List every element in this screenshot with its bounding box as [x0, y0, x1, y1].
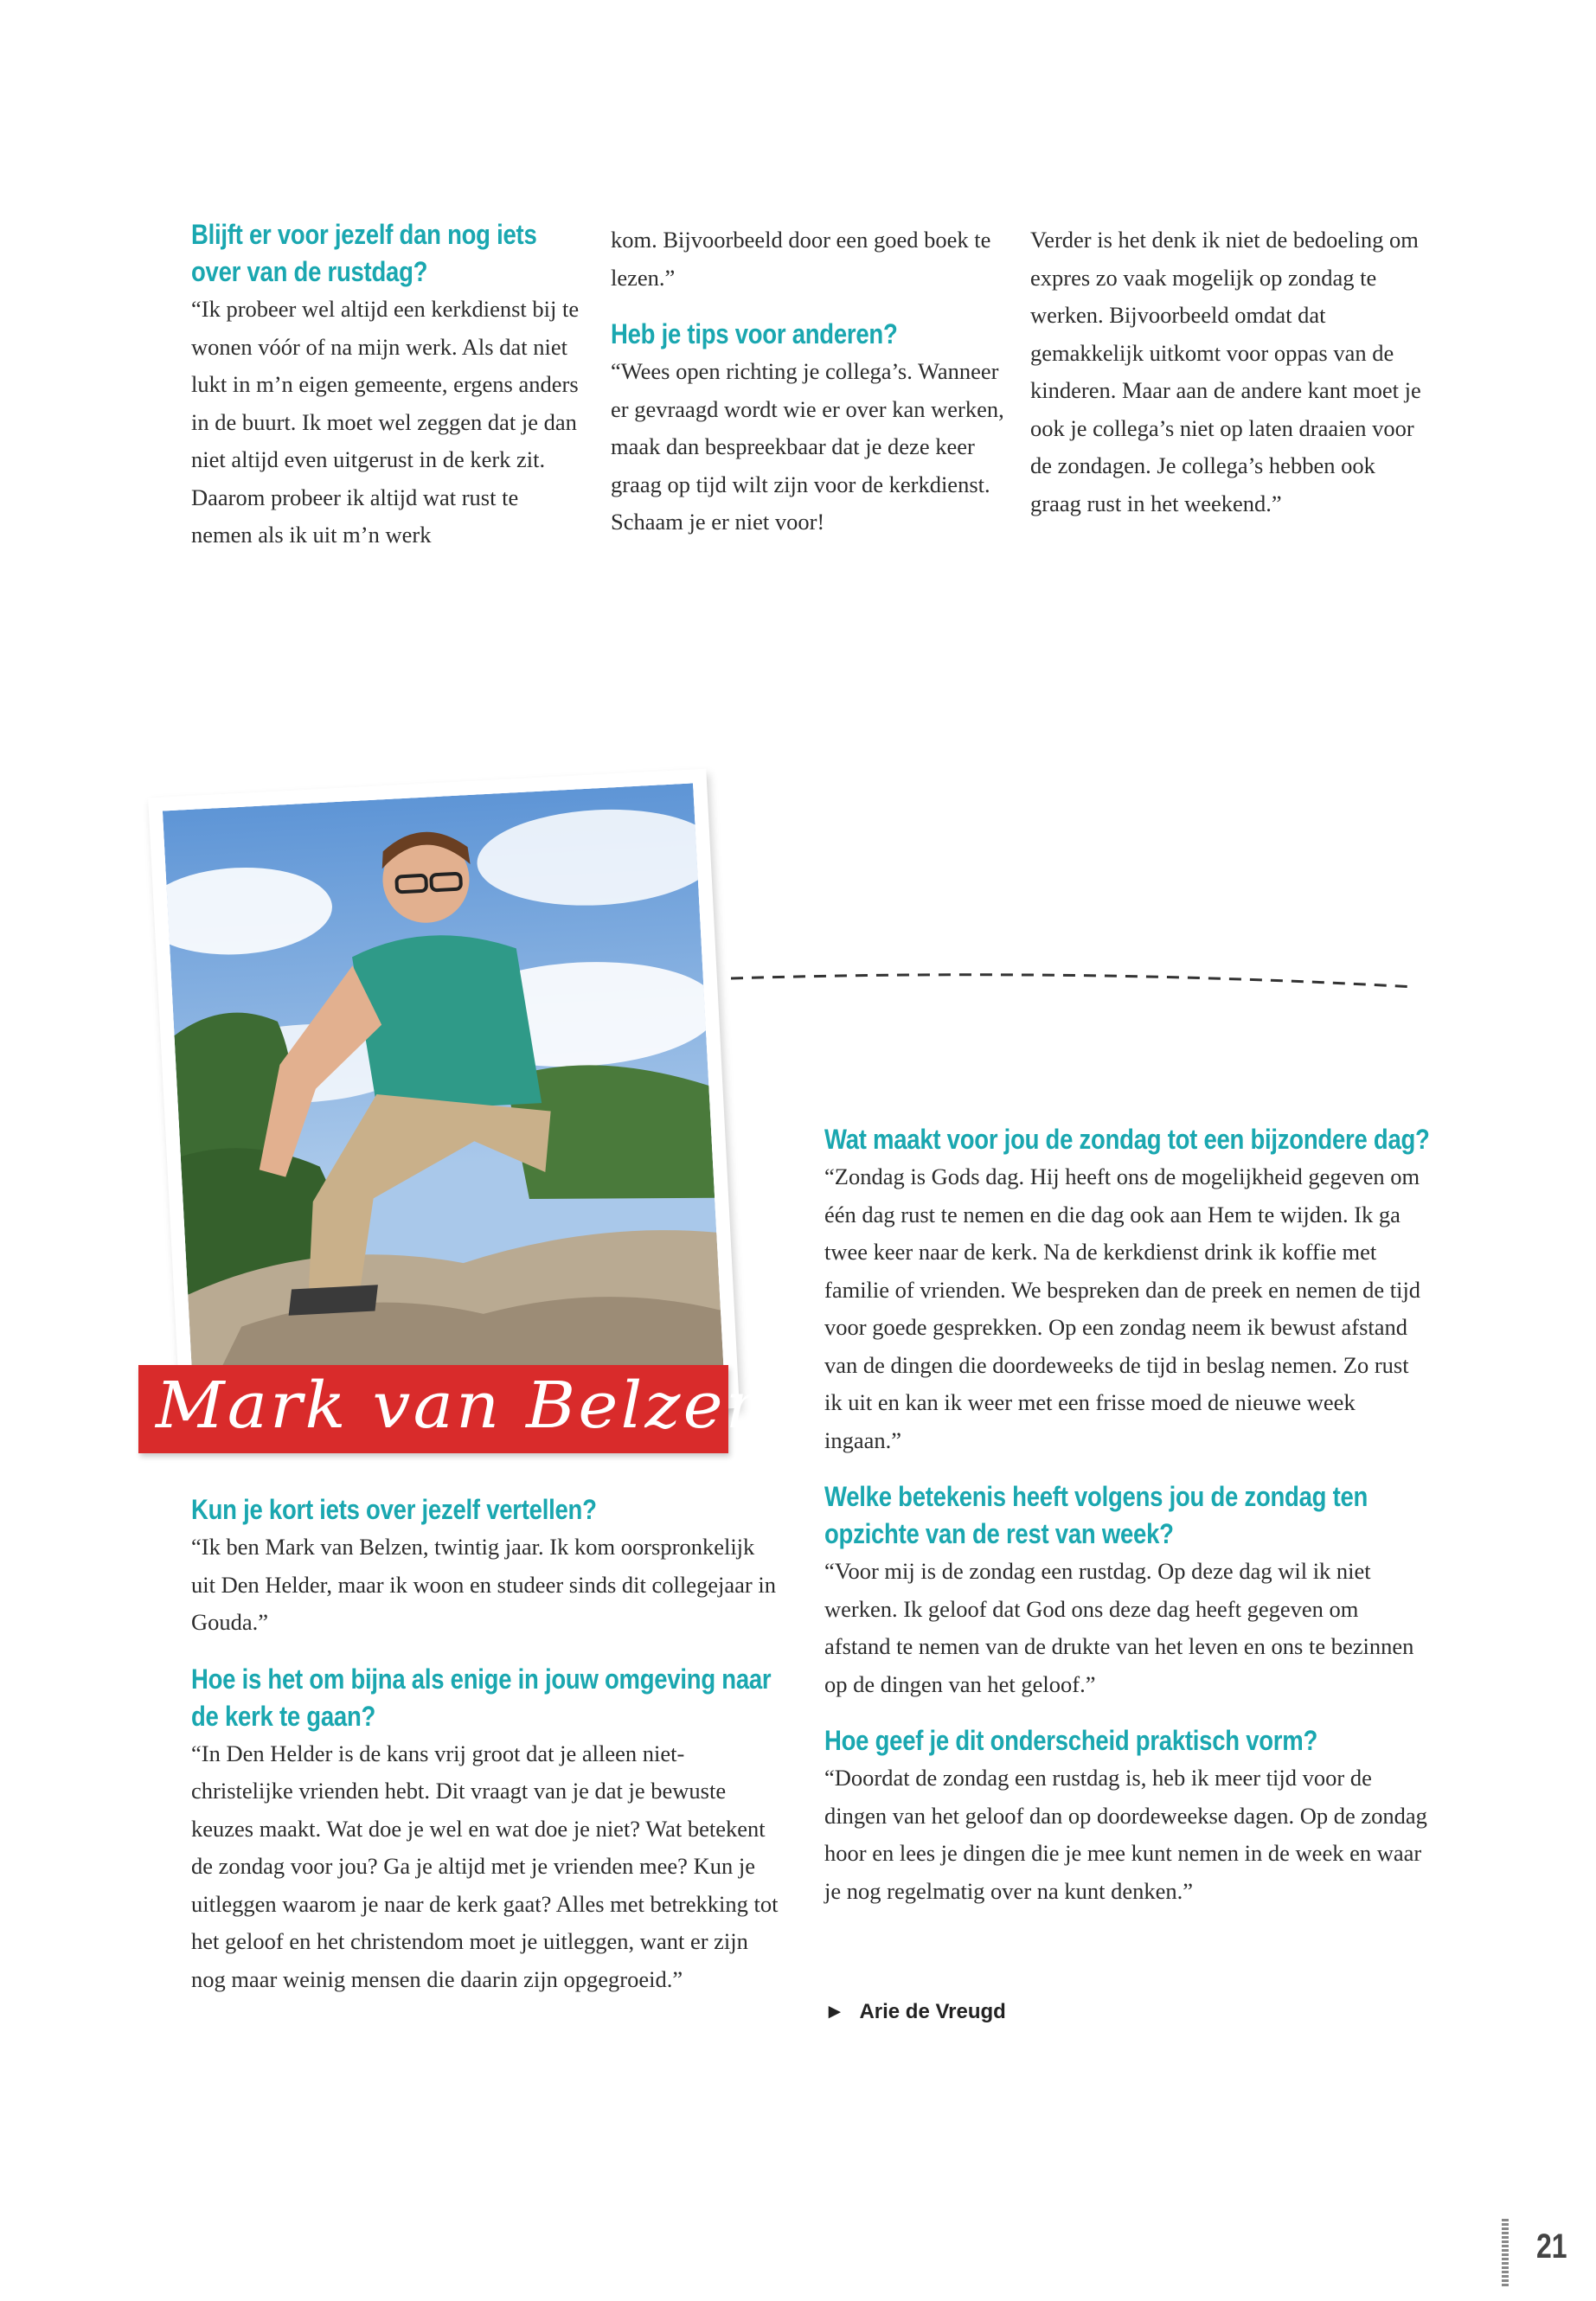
question-heading: Welke betekenis heeft volgens jou de zondag ten opzichte van de rest van week? — [824, 1481, 1368, 1549]
section1-column-1 — [191, 216, 580, 554]
section1-column-3 — [1030, 221, 1428, 522]
dashed-connector-line — [731, 973, 1414, 999]
answer-text: “Voor mij is de zondag een rustdag. Op deze dag wil ik niet werken. Ik geloof dat God ons deze dag heeft gegeven om afstand te nemen van de drukte van het leven en ons te bezinnen op de dingen van het geloof.” — [824, 1558, 1414, 1697]
author-byline — [824, 2000, 1006, 2024]
answer-text: kom. Bijvoorbeeld door een goed boek te lezen.” — [611, 227, 991, 291]
question-heading: Heb je tips voor anderen? — [611, 318, 898, 349]
answer-text: “In Den Helder is de kans vrij groot dat je alleen niet-christelijke vrienden hebt. Dit vraagt van je dat je bewuste keuzes maakt. Wat doe je wel en wat doe je niet? Wat betekent de zondag voor jou? Ga je altijd met je vrienden mee? Kun je uitleggen waarom je naar de kerk gaat? Alles met betrekking tot het geloof en het christendom moet je uitleggen, want er zijn nog maar weinig mensen die daarin zijn opgegroeid.” — [191, 1740, 779, 1992]
lower-right-column — [824, 1121, 1430, 1910]
answer-text: Verder is het denk ik niet de bedoeling om expres zo vaak mogelijk op zondag te werken. Bijvoorbeeld omdat dat gemakkelijk uitkomt voor oppas van de kinderen. Maar aan de andere kant moet je ook je collega’s niet op laten draaien voor de zondagen. Je collega’s hebben ook graag rust in het weekend.” — [1030, 227, 1421, 516]
portrait-photo-icon — [163, 783, 725, 1422]
question-heading: Kun je kort iets over jezelf vertellen? — [191, 1494, 597, 1525]
question-heading: Wat maakt voor jou de zondag tot een bijzondere dag? — [824, 1124, 1430, 1155]
answer-text: “Wees open richting je collega’s. Wanneer er gevraagd wordt wie er over kan werken, maak dan bespreekbaar dat je deze keer graag op tijd wilt zijn voor de kerkdienst. Schaam je er niet voor! — [611, 358, 1004, 535]
lower-left-column — [191, 1491, 788, 1998]
author-name: Arie de Vreugd — [859, 2000, 1006, 2023]
page-number-rule — [1502, 2219, 1509, 2288]
portrait-photo-frame — [148, 769, 740, 1438]
profile-name: Mark van Belzen — [156, 1368, 772, 1443]
question-heading: Hoe is het om bijna als enige in jouw omgeving naar de kerk te gaan? — [191, 1663, 772, 1732]
section1-column-2 — [611, 221, 1009, 542]
page-number: 21 — [1536, 2227, 1567, 2266]
question-heading: Hoe geef je dit onderscheid praktisch vorm? — [824, 1725, 1318, 1756]
question-heading: Blijft er voor jezelf dan nog iets over van de rustdag? — [191, 219, 537, 287]
answer-text: “Ik ben Mark van Belzen, twintig jaar. Ik kom oorspronkelijk uit Den Helder, maar ik woon en studeer sinds dit collegejaar in Gouda.” — [191, 1534, 776, 1635]
answer-text: “Ik probeer wel altijd een kerkdienst bij te wonen vóór of na mijn werk. Als dat niet lukt in m’n eigen gemeente, ergens anders in de buurt. Ik moet wel zeggen dat je dan niet altijd even uitgerust in de kerk zit. Daarom probeer ik altijd wat rust te nemen als ik uit m’n werk — [191, 296, 580, 548]
triangle-marker-icon: ► — [824, 2000, 845, 2023]
answer-text: “Doordat de zondag een rustdag is, heb ik meer tijd voor de dingen van het geloof dan op doordeweekse dagen. Op de zondag hoor en lees je dingen die je mee kunt nemen in de week en waar je nog regelmatig over na kunt denken.” — [824, 1765, 1427, 1904]
portrait-photo — [163, 783, 725, 1422]
answer-text: “Zondag is Gods dag. Hij heeft ons de mogelijkheid gegeven om één dag rust te nemen en die dag ook aan Hem te wijden. Ik ga twee keer naar de kerk. Na de kerkdienst drink ik koffie met familie of vrienden. We bespreken dan de preek en nemen de tijd voor goede gesprekken. Op een zondag neem ik bewust afstand van de dingen die doordeweeks de tijd in beslag nemen. Zo rust ik uit en kan ik weer met een frisse moed de nieuwe week ingaan.” — [824, 1163, 1421, 1453]
